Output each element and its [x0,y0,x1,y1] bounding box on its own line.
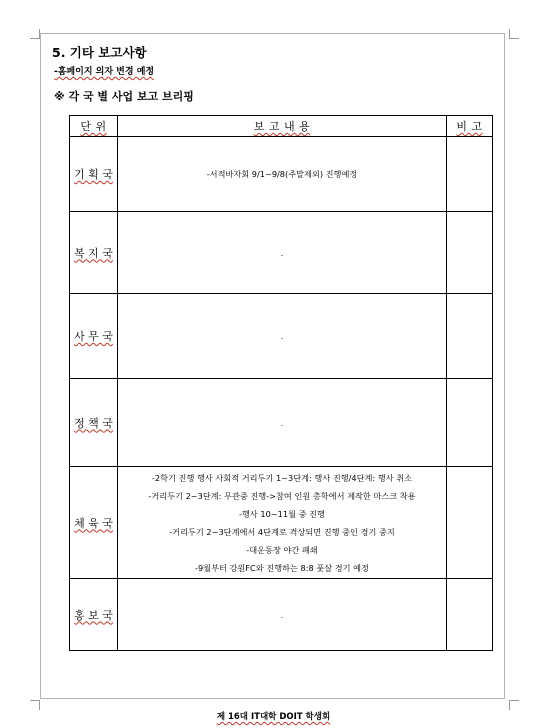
briefing-title: ※ 각 국 별 사업 보고 브리핑 [54,90,194,103]
unit-cell: 사 무 국 [70,294,118,379]
note-cell [447,294,493,379]
header-note: 비 고 [447,116,493,137]
content-line: -9월부터 강원FC와 진행하는 8:8 풋살 경기 예정 [195,562,369,573]
content-line: . [280,331,284,341]
note-cell [447,579,493,651]
note-cell [447,137,493,212]
content-cell [118,379,447,467]
page-footer [0,710,547,722]
content-cell [118,467,447,579]
content-line: . [280,247,284,258]
note-cell [447,467,493,579]
unit-cell: 복 지 국 [70,212,118,294]
content-cell [118,579,447,651]
content-cell [118,137,447,212]
content-line: . [280,417,284,428]
content-line: -서적바자회 9/1~9/8(주말제외) 진행예정 [206,169,358,179]
unit-cell: 홍 보 국 [70,579,118,651]
table-row [70,379,493,467]
section-title: 5. 기타 보고사항 [52,45,147,60]
table-row [70,579,493,651]
footer-text: 제 16대 IT대학 DOIT 학생회 [216,712,331,722]
header-content: 보 고 내 용 [118,116,447,137]
table-row [70,294,493,379]
content-line: . [280,609,284,620]
unit-cell: 기 획 국 [70,137,118,212]
table-row [70,467,493,579]
table-row [70,137,493,212]
unit-cell: 체 육 국 [70,467,118,579]
table-header-row [70,116,493,137]
table-row [70,212,493,294]
content-cell [118,294,447,379]
crop-mark-bottom-right [509,700,519,710]
content-line: -거리두기 2~3단계에서 4단계로 격상되면 진행 중인 경기 중지 [169,526,395,537]
note-cell [447,379,493,467]
unit-cell: 정 책 국 [70,379,118,467]
note-cell [447,212,493,294]
content-line: -대운동장 야간 폐쇄 [246,544,318,555]
content-line: -행사 10~11월 중 진행 [239,508,325,519]
content-line: -2학기 진행 행사 사회적 거리두기 1~3단계: 행사 진행/4단계: 행사 취소 [151,472,413,483]
report-table [69,115,493,651]
section-note: -홈페이지 의자 변경 예정 [54,67,155,77]
crop-mark-top-right [509,29,519,39]
header-unit: 단 위 [70,116,118,137]
crop-mark-bottom-left [30,700,40,710]
content-line: -거리두기 2~3단계: 무관중 진행->참여 인원 총학에서 제작한 마스크 착용 [148,490,416,501]
crop-mark-top-left [30,29,40,39]
content-cell [118,212,447,294]
